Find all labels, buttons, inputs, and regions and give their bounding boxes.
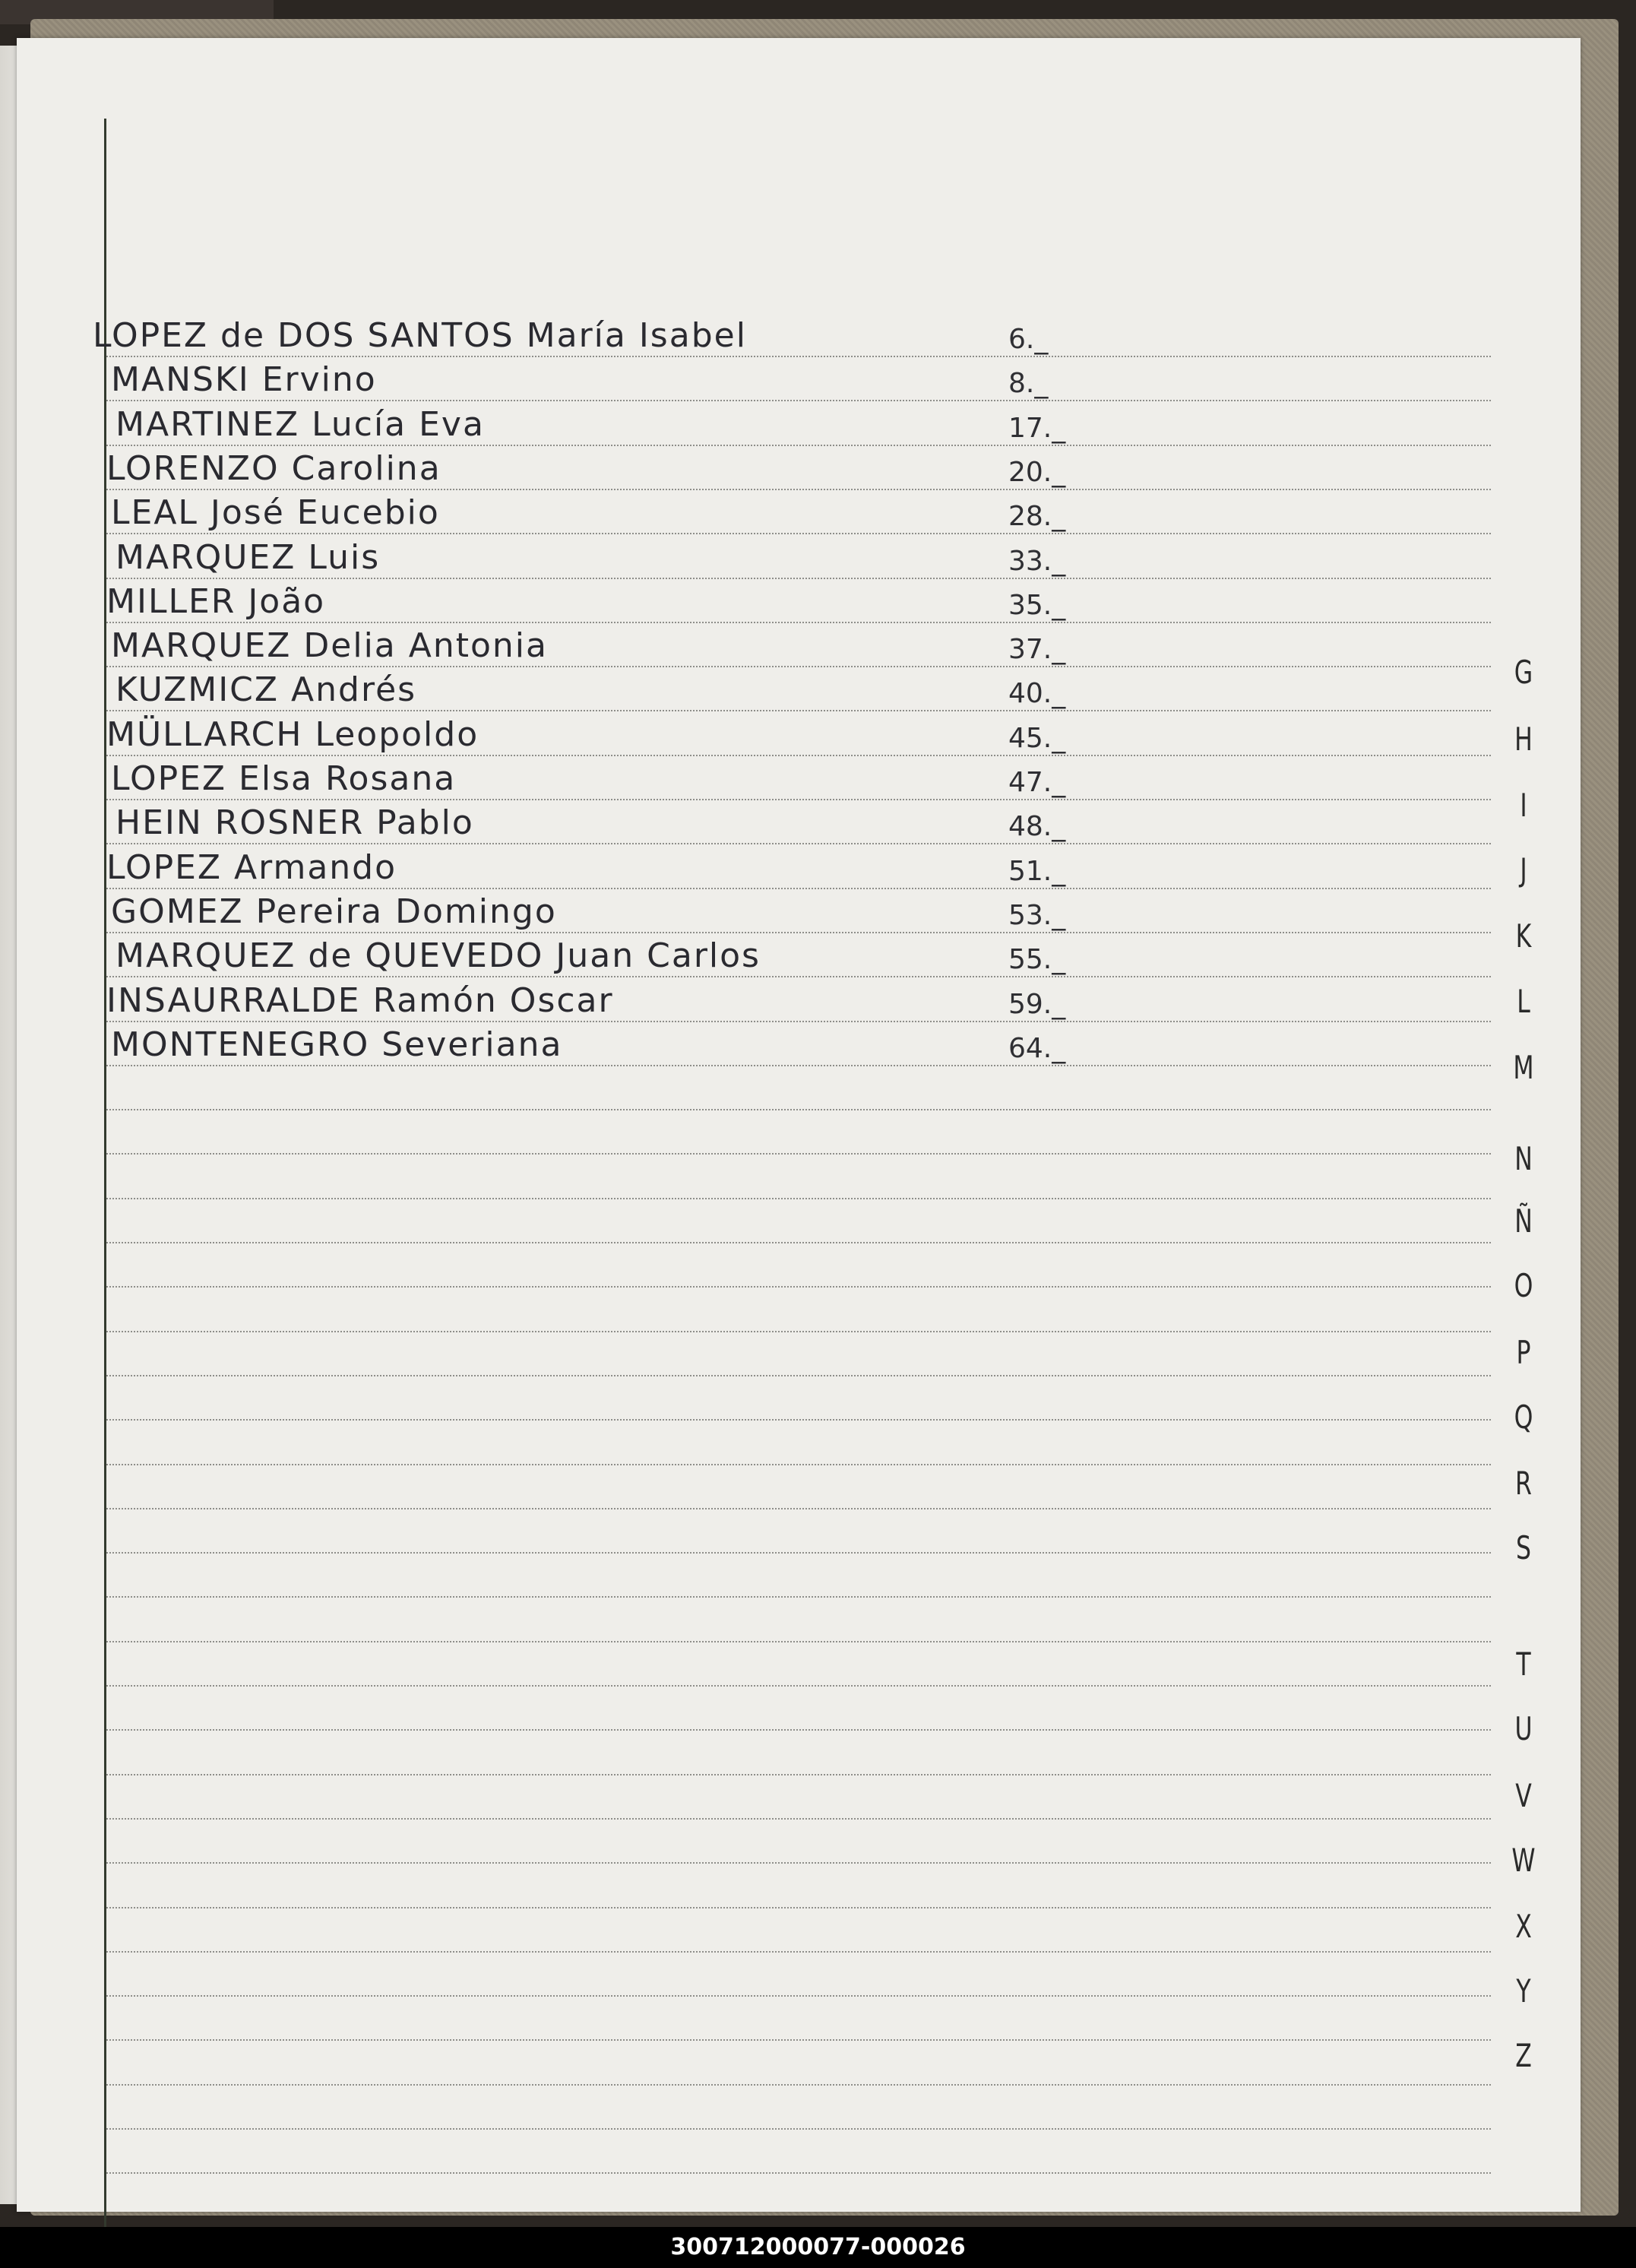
- index-tab-letter: G: [1514, 654, 1533, 691]
- entry-page-number: 20._: [1008, 456, 1066, 488]
- entry-page-number: 64._: [1008, 1032, 1066, 1064]
- ruled-line: [106, 2039, 1491, 2041]
- entry-name: INSAURRALDE Ramón Oscar: [106, 980, 614, 1020]
- ruled-line: [106, 533, 1491, 534]
- ruled-line: [106, 578, 1491, 579]
- ledger-page: [17, 38, 1581, 2212]
- ruled-line: [106, 1198, 1491, 1199]
- index-tab-letter: P: [1516, 1334, 1531, 1371]
- entry-page-number: 59._: [1008, 988, 1066, 1020]
- index-tab-letter: T: [1516, 1646, 1531, 1683]
- entry-name: KUZMICZ Andrés: [116, 670, 417, 710]
- ruled-line: [106, 932, 1491, 933]
- index-tab-letter: J: [1520, 851, 1527, 889]
- entry-page-number: 47._: [1008, 767, 1066, 798]
- index-tab-letter: L: [1517, 983, 1530, 1020]
- entry-name: MÜLLARCH Leopoldo: [106, 714, 479, 754]
- ruled-line: [106, 2172, 1491, 2174]
- entry-page-number: 51._: [1008, 855, 1066, 887]
- index-tab-letter: O: [1514, 1267, 1533, 1304]
- entry-name: MILLER João: [106, 581, 326, 621]
- index-tab-letter: X: [1515, 1908, 1532, 1945]
- ruled-line: [106, 2128, 1491, 2130]
- index-tab-letter: W: [1511, 1842, 1536, 1879]
- ruled-line: [106, 1153, 1491, 1155]
- ruled-line: [106, 1508, 1491, 1509]
- index-tab-letter: U: [1514, 1710, 1533, 1747]
- index-tab-letter: S: [1515, 1529, 1531, 1566]
- entry-page-number: 8._: [1008, 368, 1049, 400]
- index-tab-letter: Y: [1516, 1972, 1531, 2010]
- ruled-line: [106, 1065, 1491, 1066]
- ruled-line: [106, 1818, 1491, 1820]
- entry-page-number: 45._: [1008, 722, 1066, 754]
- entry-page-number: 28._: [1008, 501, 1066, 533]
- entry-page-number: 17._: [1008, 412, 1066, 444]
- ruled-line: [106, 1331, 1491, 1332]
- caption-text: 300712000077-000026: [670, 2234, 966, 2260]
- ruled-line: [106, 1464, 1491, 1465]
- ruled-line: [106, 2084, 1491, 2086]
- ruled-line: [106, 1596, 1491, 1598]
- entry-name: MARTINEZ Lucía Eva: [116, 404, 485, 444]
- entry-page-number: 33._: [1008, 545, 1066, 577]
- entry-name: HEIN ROSNER Pablo: [116, 803, 474, 843]
- entry-name: MARQUEZ de QUEVEDO Juan Carlos: [116, 936, 761, 976]
- ruled-line: [106, 489, 1491, 490]
- entry-name: LORENZO Carolina: [106, 448, 441, 488]
- ruled-line: [106, 888, 1491, 889]
- ruled-line: [106, 1021, 1491, 1022]
- ruled-line: [106, 1729, 1491, 1731]
- ruled-line: [106, 1375, 1491, 1376]
- index-tab-letter: H: [1514, 721, 1533, 758]
- index-tab-letter: Ñ: [1514, 1202, 1533, 1240]
- ruled-line: [106, 755, 1491, 756]
- entry-name: LOPEZ Elsa Rosana: [111, 759, 457, 798]
- ruled-line: [106, 1641, 1491, 1642]
- ruled-line: [106, 356, 1491, 357]
- entry-name: LOPEZ de DOS SANTOS María Isabel: [93, 316, 747, 355]
- index-tab-letter: K: [1515, 917, 1532, 955]
- entry-page-number: 53._: [1008, 899, 1066, 931]
- entry-name: LOPEZ Armando: [106, 847, 397, 887]
- entry-page-number: 35._: [1008, 589, 1066, 621]
- entry-page-number: 48._: [1008, 811, 1066, 843]
- ruled-line: [106, 1552, 1491, 1554]
- entry-page-number: 6._: [1008, 324, 1049, 355]
- ruled-line: [106, 1109, 1491, 1110]
- index-tab-letter: V: [1515, 1777, 1532, 1814]
- ruled-line: [106, 1862, 1491, 1864]
- ruled-line: [106, 1774, 1491, 1775]
- ruled-line: [106, 666, 1491, 667]
- ruled-line: [106, 976, 1491, 977]
- index-tab-letter: N: [1514, 1140, 1533, 1177]
- ruled-line: [106, 710, 1491, 711]
- ruled-line: [106, 1419, 1491, 1421]
- entry-name: GOMEZ Pereira Domingo: [111, 892, 557, 931]
- ruled-line: [106, 1951, 1491, 1953]
- index-tab-letter: Z: [1515, 2037, 1532, 2074]
- index-tab-letter: R: [1515, 1465, 1532, 1502]
- index-tab-letter: Q: [1514, 1398, 1533, 1436]
- ruled-line: [106, 1242, 1491, 1243]
- ruled-line: [106, 400, 1491, 401]
- ruled-line: [106, 799, 1491, 800]
- margin-line: [104, 119, 106, 2229]
- ruled-line: [106, 445, 1491, 446]
- ruled-line: [106, 1907, 1491, 1908]
- ruled-line: [106, 843, 1491, 844]
- entry-page-number: 40._: [1008, 678, 1066, 710]
- entry-page-number: 37._: [1008, 634, 1066, 666]
- entry-name: MARQUEZ Delia Antonia: [111, 626, 548, 666]
- ruled-line: [106, 622, 1491, 623]
- entry-name: MONTENEGRO Severiana: [111, 1025, 563, 1064]
- index-tab-letter: M: [1513, 1049, 1534, 1086]
- ruled-line: [106, 1685, 1491, 1687]
- ruled-line: [106, 1286, 1491, 1288]
- entry-name: MARQUEZ Luis: [116, 537, 381, 577]
- entry-name: MANSKI Ervino: [111, 360, 377, 400]
- index-tab-letter: I: [1520, 787, 1527, 824]
- entry-page-number: 55._: [1008, 944, 1066, 976]
- entry-name: LEAL José Eucebio: [111, 493, 440, 533]
- ruled-line: [106, 1995, 1491, 1997]
